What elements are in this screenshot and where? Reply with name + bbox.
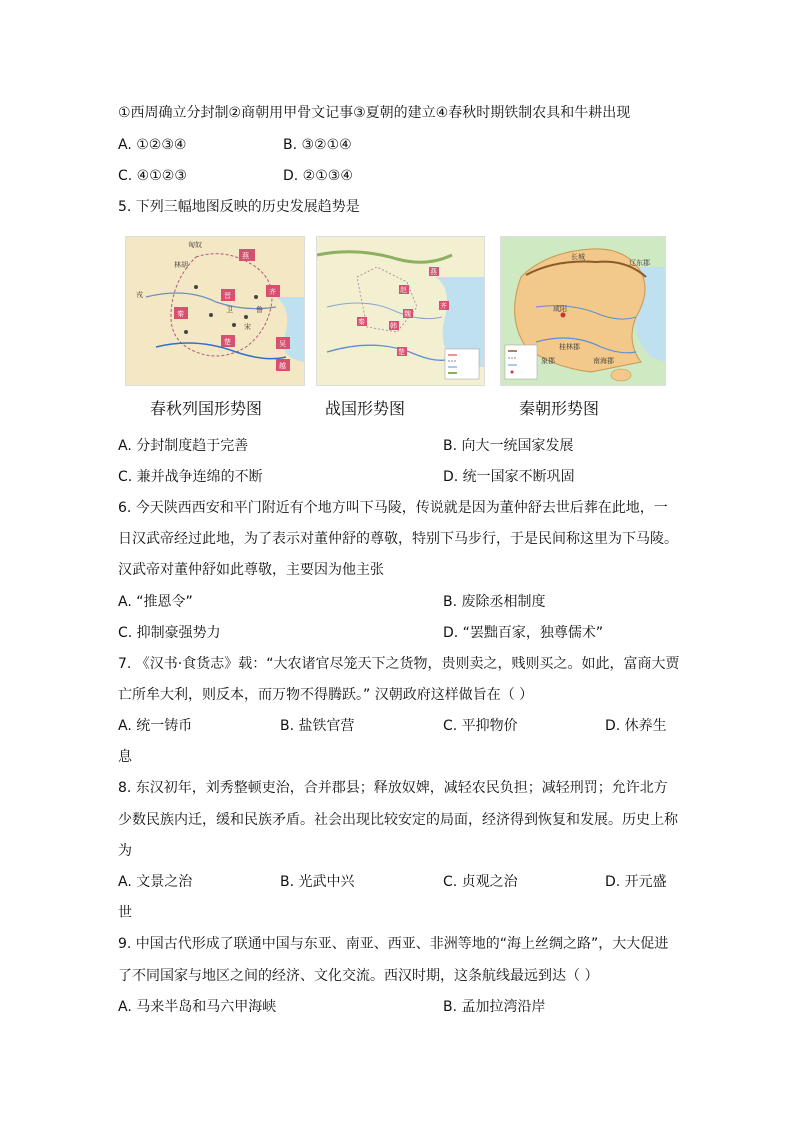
qin-label-xianyang: 咸阳 <box>553 305 567 313</box>
q5-option-d[interactable]: D. 统一国家不断巩固 <box>443 469 575 485</box>
zhanguo-label-wei: 魏 <box>404 310 411 318</box>
q7-option-b[interactable]: B. 盐铁官营 <box>280 718 355 734</box>
chunqiu-label-rong: 戎 <box>136 291 143 299</box>
q5-option-c[interactable]: C. 兼并战争连绵的不断 <box>118 469 263 485</box>
q9-option-a[interactable]: A. 马来半岛和马六甲海峡 <box>118 999 277 1015</box>
zhanguo-label-chu: 楚 <box>398 348 405 356</box>
q7-option-d[interactable]: D. 休养生 <box>605 718 667 734</box>
q8-option-d[interactable]: D. 开元盛 <box>605 874 667 890</box>
q7-line-2: 亡所牟大利，则反本，而万物不得腾跃。” 汉朝政府这样做旨在（ ） <box>118 687 534 703</box>
q6-option-c[interactable]: C. 抑制豪强势力 <box>118 625 221 641</box>
zhanguo-label-zhao: 赵 <box>400 286 407 294</box>
q5-option-a[interactable]: A. 分封制度趋于完善 <box>118 438 249 454</box>
q9-line-2: 了不同国家与地区之间的经济、文化交流。西汉时期，这条航线最远到达（ ） <box>118 968 599 984</box>
qin-label-nanhai: 南海郡 <box>593 357 614 365</box>
q6-option-b[interactable]: B. 废除丞相制度 <box>443 594 546 610</box>
chunqiu-label-yue: 越 <box>279 362 286 370</box>
chunqiu-map <box>125 236 305 386</box>
zhanguo-label-qi: 齐 <box>440 302 447 310</box>
zhanguo-label-qin: 秦 <box>358 318 365 326</box>
q4-stem: ①西周确立分封制②商朝用甲骨文记事③夏朝的建立④春秋时期铁制农具和牛耕出现 <box>118 105 631 121</box>
q9-option-b[interactable]: B. 孟加拉湾沿岸 <box>443 999 546 1015</box>
zhanguo-map <box>316 236 485 386</box>
q7-line-1: 7. 《汉书·食货志》载：“大农诸官尽笼天下之货物，贵则卖之，贱则买之。如此，富商大贾 <box>118 656 680 672</box>
qin-map <box>500 236 666 386</box>
q8-option-b[interactable]: B. 光武中兴 <box>280 874 355 890</box>
q9-line-1: 9. 中国古代形成了联通中国与东亚、南亚、西亚、非洲等地的“海上丝绸之路”，大大促进 <box>118 936 669 952</box>
qin-label-changcheng: 长城 <box>571 253 585 261</box>
chunqiu-label-linhu: 林胡 <box>174 261 188 269</box>
q6-option-a[interactable]: A. “推恩令” <box>118 594 193 610</box>
chunqiu-label-xiongnu: 匈奴 <box>188 241 202 249</box>
qin-label-xiangjun: 象郡 <box>541 357 555 365</box>
q6-option-d[interactable]: D. “罢黜百家，独尊儒术” <box>443 625 604 641</box>
q8-line-2: 少数民族内迁，缓和民族矛盾。社会出现比较安定的局面，经济得到恢复和发展。历史上称 <box>118 812 678 828</box>
zhanguo-label-yan: 燕 <box>430 268 437 276</box>
q4-option-d[interactable]: D. ②①③④ <box>283 168 353 184</box>
q6-line-3: 汉武帝对董仲舒如此尊敬，主要因为他主张 <box>118 562 384 578</box>
zhanguo-label-han: 韩 <box>390 322 397 330</box>
q4-option-a[interactable]: A. ①②③④ <box>118 137 187 153</box>
q8-option-d-wrap: 世 <box>118 905 132 921</box>
q8-option-a[interactable]: A. 文景之治 <box>118 874 193 890</box>
q5-stem: 5. 下列三幅地图反映的历史发展趋势是 <box>118 199 360 215</box>
map-caption-qin: 秦朝形势图 <box>519 399 600 418</box>
q4-option-b[interactable]: B. ③②①④ <box>283 137 352 153</box>
q6-line-2: 日汉武帝经过此地，为了表示对董仲舒的尊敬，特别下马步行，于是民间称这里为下马陵。 <box>118 531 678 547</box>
q8-option-c[interactable]: C. 贞观之治 <box>443 874 518 890</box>
q6-line-1: 6. 今天陕西西安和平门附近有个地方叫下马陵，传说就是因为董仲舒去世后葬在此地，一 <box>118 500 668 516</box>
q7-option-c[interactable]: C. 平抑物价 <box>443 718 518 734</box>
q5-option-b[interactable]: B. 向大一统国家发展 <box>443 438 574 454</box>
q8-line-3: 为 <box>118 843 132 859</box>
chunqiu-label-qin: 秦 <box>177 310 184 318</box>
q8-line-1: 8. 东汉初年，刘秀整顿吏治，合并郡县；释放奴婢，减轻农民负担；减轻刑罚；允许北方 <box>118 780 668 796</box>
chunqiu-label-wu: 吴 <box>279 340 286 348</box>
qin-label-liaodong: 辽东郡 <box>629 259 650 267</box>
chunqiu-label-chu: 楚 <box>224 338 231 346</box>
chunqiu-label-yan: 燕 <box>242 252 249 260</box>
chunqiu-label-song: 宋 <box>244 323 251 331</box>
q7-option-d-wrap: 息 <box>118 749 132 765</box>
chunqiu-label-lu: 鲁 <box>256 306 263 314</box>
q7-option-a[interactable]: A. 统一铸币 <box>118 718 193 734</box>
map-caption-chunqiu: 春秋列国形势图 <box>150 399 263 418</box>
chunqiu-label-wei: 卫 <box>226 306 233 314</box>
qin-label-guilin: 桂林郡 <box>559 343 580 351</box>
chunqiu-label-jin: 晋 <box>224 292 231 300</box>
chunqiu-label-qi: 齐 <box>269 288 276 296</box>
map-caption-zhanguo: 战国形势图 <box>325 399 406 418</box>
q4-option-c[interactable]: C. ④①②③ <box>118 168 187 184</box>
